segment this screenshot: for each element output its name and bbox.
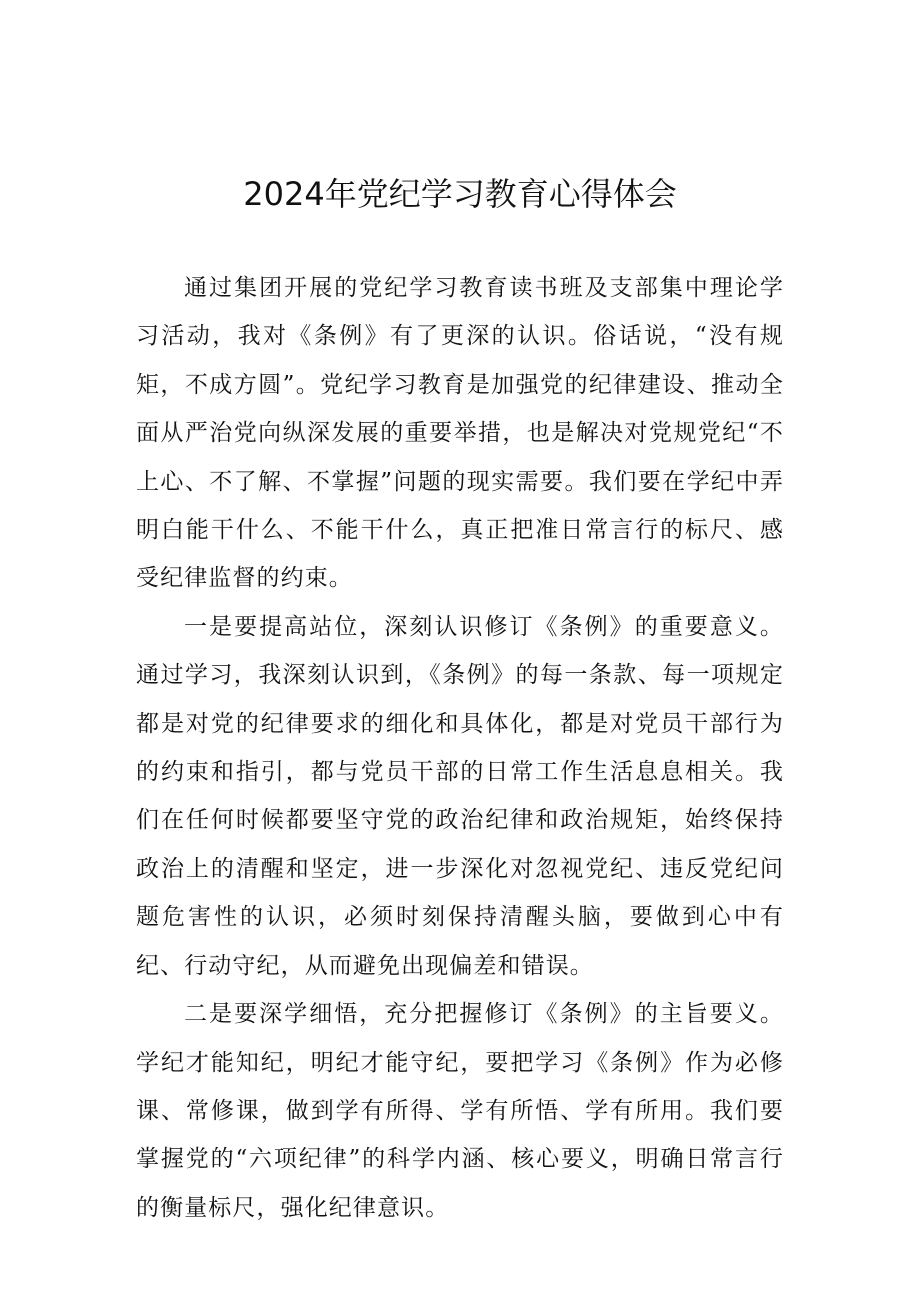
paragraph-3: 二是要深学细悟，充分把握修订《条例》的主旨要义。学纪才能知纪，明纪才能守纪，要把学习《条例》作为必修课、常修课，做到学有所得、学有所悟、学有所用。我们要掌握党的“六项纪律”的科学内涵、核心要义，明确日常言行的衡量标尺，强化纪律意识。 [136,1001,784,1221]
paragraph-2: 一是要提高站位，深刻认识修订《条例》的重要意义。通过学习，我深刻认识到，《条例》的每一条款、每一项规定都是对党的纪律要求的细化和具体化，都是对党员干部行为的约束和指引，都与党员干部的日常工作生活息息相关。我们在任何时候都要坚守党的政治纪律和政治规矩，始终保持政治上的清醒和坚定，进一步深化对忽视党纪、违反党纪问题危害性的认识，必须时刻保持清醒头脑，要做到心中有纪、行动守纪，从而避免出现偏差和错误。 [136,613,784,979]
document-title: 2024年党纪学习教育心得体会 [243,175,677,213]
document-body [136,264,784,1232]
paragraph-1: 通过集团开展的党纪学习教育读书班及支部集中理论学习活动，我对《条例》有了更深的认识。俗话说，“没有规矩，不成方圆”。党纪学习教育是加强党的纪律建设、推动全面从严治党向纵深发展的重要举措，也是解决对党规党纪“不上心、不了解、不掌握”问题的现实需要。我们要在学纪中弄明白能干什么、不能干什么，真正把准日常言行的标尺、感受纪律监督的约束。 [136,275,784,592]
